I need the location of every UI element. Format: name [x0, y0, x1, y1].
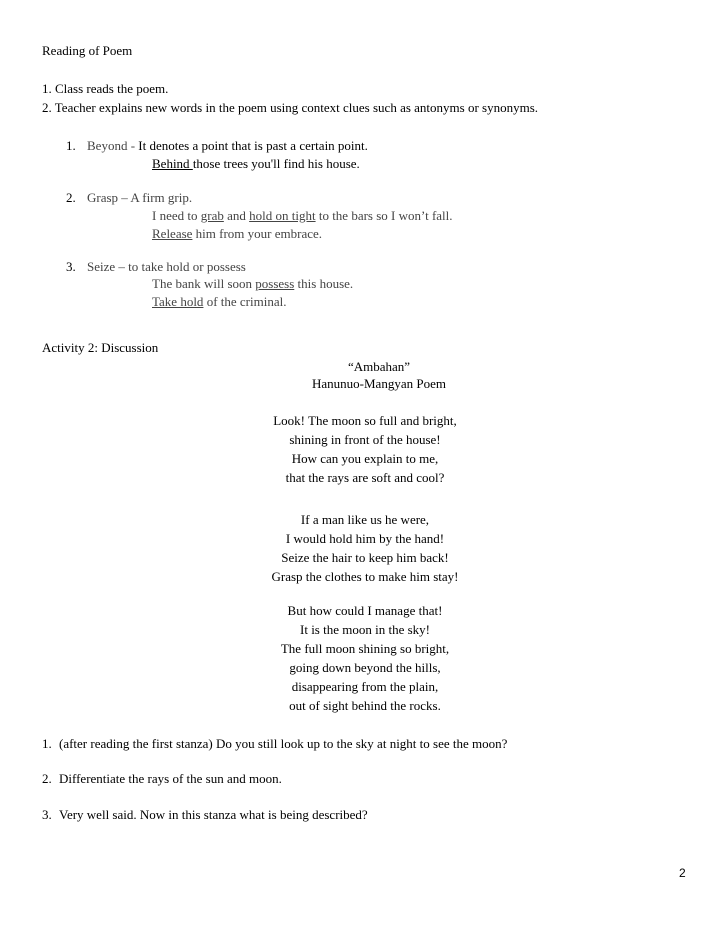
vocab-term-line — [87, 139, 368, 152]
poem-line: Seize the hair to keep him back! — [281, 550, 449, 565]
example-text: him from your embrace. — [192, 226, 323, 241]
example-underlined: possess — [255, 276, 295, 291]
page-number: 2 — [679, 866, 686, 880]
vocab-definition: It denotes a point that is past a certain point. — [138, 138, 368, 153]
vocab-definition: to take hold or possess — [128, 259, 246, 274]
vocab-example — [152, 277, 353, 290]
vocab-example — [152, 227, 322, 240]
vocab-example — [152, 209, 453, 222]
vocab-word: Grasp — [87, 190, 119, 205]
step-1: 1. Class reads the poem. — [42, 81, 169, 96]
question-text: Differentiate the rays of the sun and moon. — [59, 771, 282, 786]
question-text: Very well said. Now in this stanza what is being described? — [59, 807, 368, 822]
vocab-num: 2. — [66, 190, 76, 205]
poem-line: But how could I manage that! — [287, 603, 443, 618]
example-text: this house. — [294, 276, 354, 291]
example-underlined: Release — [152, 226, 193, 241]
poem-line: If a man like us he were, — [300, 512, 430, 527]
example-text: and — [223, 208, 250, 223]
vocab-example — [152, 157, 360, 170]
poem-line: Look! The moon so full and bright, — [273, 413, 457, 428]
poem-line: The full moon shining so bright, — [280, 641, 450, 656]
example-underlined: hold on tight — [249, 208, 316, 223]
example-underlined: Behind — [152, 156, 193, 171]
question-num: 3. — [42, 807, 52, 822]
vocab-num: 3. — [66, 259, 76, 274]
vocab-word: Beyond — [87, 138, 128, 153]
question-num: 2. — [42, 771, 52, 786]
poem-line: going down beyond the hills, — [289, 660, 441, 675]
question-text: (after reading the first stanza) Do you still look up to the sky at night to see the moon? — [59, 736, 508, 751]
vocab-word: Seize — [87, 259, 116, 274]
poem-line: disappearing from the plain, — [291, 679, 439, 694]
poem-title: “Ambahan” — [347, 359, 411, 374]
vocab-definition: A firm grip. — [130, 190, 193, 205]
vocab-num: 1. — [66, 138, 76, 153]
example-text: The bank will soon — [152, 276, 256, 291]
poem-line: I would hold him by the hand! — [285, 531, 445, 546]
poem-line: that the rays are soft and cool? — [285, 470, 445, 485]
example-underlined: grab — [200, 208, 224, 223]
poem-line: How can you explain to me, — [291, 451, 439, 466]
vocab-sep: – — [118, 190, 131, 205]
step-2: 2. Teacher explains new words in the poem using context clues such as antonyms or synonyms. — [42, 100, 539, 115]
question-num: 1. — [42, 736, 52, 751]
vocab-sep: – — [115, 259, 129, 274]
section-heading: Reading of Poem — [42, 43, 133, 58]
poem-line: Grasp the clothes to make him stay! — [271, 569, 459, 584]
poem-line: out of sight behind the rocks. — [289, 698, 441, 713]
vocab-term-line — [87, 191, 192, 204]
poem-subtitle: Hanunuo-Mangyan Poem — [312, 376, 446, 391]
vocab-sep: - — [127, 138, 139, 153]
example-text: I need to — [152, 208, 201, 223]
poem-line: shining in front of the house! — [289, 432, 441, 447]
vocab-example — [152, 295, 286, 308]
activity-title: Activity 2: Discussion — [42, 340, 159, 355]
example-text: of the criminal. — [203, 294, 287, 309]
poem-line: It is the moon in the sky! — [300, 622, 430, 637]
example-text: to the bars so I won’t fall. — [315, 208, 453, 223]
example-text: those trees you'll find his house. — [192, 156, 360, 171]
vocab-term-line — [87, 260, 246, 273]
example-underlined: Take hold — [152, 294, 204, 309]
